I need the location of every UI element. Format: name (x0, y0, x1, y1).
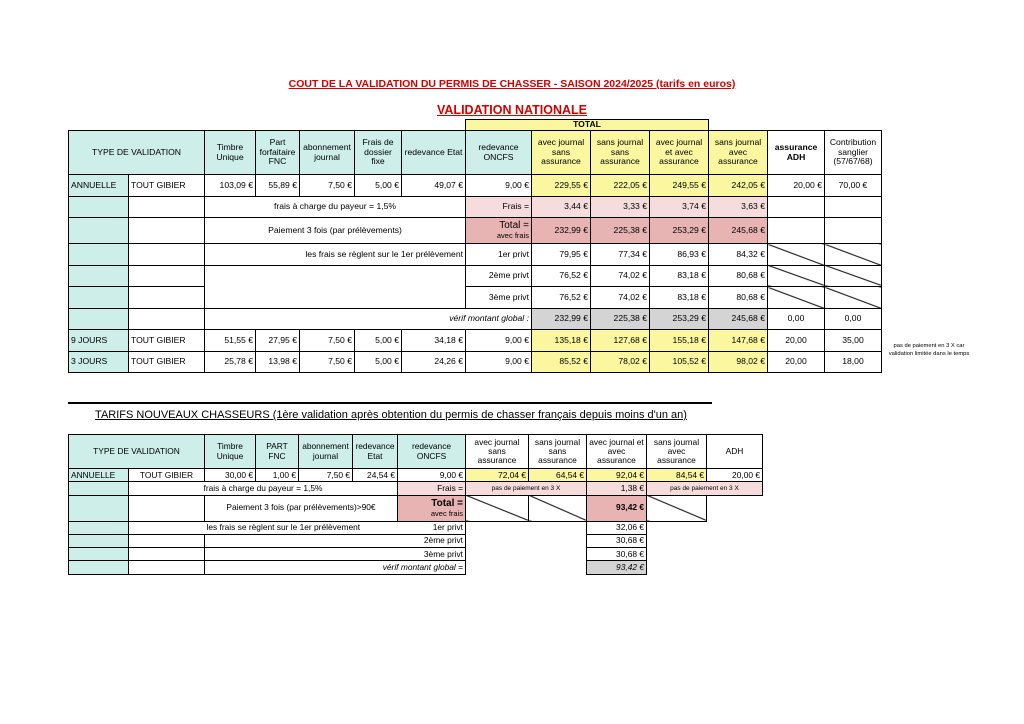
header-frais-dossier: Frais de dossier fixe (355, 131, 402, 175)
verif-value: 93,42 € (587, 561, 647, 574)
table-row-privt-2 (69, 534, 763, 547)
frais-label: Frais = (398, 482, 466, 495)
frais-value-3: 3,74 € (650, 196, 709, 218)
cell-part: 1,00 € (256, 469, 299, 482)
header-sans-sans: sans journal sans assurance (591, 131, 650, 175)
total-value-1: 232,99 € (532, 218, 591, 244)
cell-oncfs: 9,00 € (398, 469, 466, 482)
header-part-fnc: PART FNC (256, 435, 299, 469)
side-note: pas de paiement en 3 X car validation limitée dans le temps (888, 343, 970, 357)
table-row-annuelle (69, 469, 763, 482)
header-type-validation: TYPE DE VALIDATION (69, 435, 205, 469)
cell-total-1: 135,18 € (532, 330, 591, 352)
cell-total-2: 78,02 € (591, 351, 650, 373)
table-row-privt-3 (69, 287, 882, 309)
verif-value-3: 253,29 € (650, 308, 709, 330)
table-row-paiement (69, 495, 763, 521)
regles-note: les frais se règlent sur le 1er prélèvement 1er privt (205, 521, 466, 534)
privt-value: 30,68 € (587, 548, 647, 561)
cell-total-2: 64,54 € (529, 469, 587, 482)
row-type: ANNUELLE (69, 469, 129, 482)
row-subtype: TOUT GIBIER (129, 175, 205, 197)
verif-value-2: 225,38 € (591, 308, 650, 330)
verif-contrib: 0,00 (825, 308, 882, 330)
privt-value: 83,18 € (650, 287, 709, 309)
row-subtype: TOUT GIBIER (129, 351, 205, 373)
cell-total-1: 85,52 € (532, 351, 591, 373)
header-avec-sans: avec journal sans assurance (466, 435, 529, 469)
cell-oncfs: 9,00 € (466, 175, 532, 197)
row-type: 9 JOURS (69, 330, 129, 352)
cell-total-2: 127,68 € (591, 330, 650, 352)
row-subtype: TOUT GIBIER (129, 330, 205, 352)
cell-total-4: 147,68 € (709, 330, 768, 352)
cell-total-3: 92,04 € (587, 469, 647, 482)
privt-value: 83,18 € (650, 265, 709, 287)
total-value-4: 245,68 € (709, 218, 768, 244)
cell-timbre: 30,00 € (205, 469, 256, 482)
header-sans-sans: sans journal sans assurance (529, 435, 587, 469)
table-row-privt-3 (69, 548, 763, 561)
table-row-annuelle (69, 175, 882, 197)
header-avec-sans: avec journal sans assurance (532, 131, 591, 175)
cell-part: 55,89 € (256, 175, 300, 197)
privt-value: 74,02 € (591, 265, 650, 287)
frais-value: 1,38 € (587, 482, 647, 495)
cell-frais: 5,00 € (355, 351, 402, 373)
table-nouveaux-chasseurs (68, 434, 763, 575)
header-redevance-oncfs: redevance ONCFS (398, 435, 466, 469)
pas-paiement-note: pas de paiement en 3 X (647, 482, 763, 495)
cell-adh: 20,00 (768, 330, 825, 352)
privt-value: 30,68 € (587, 534, 647, 547)
verif-adh: 0,00 (768, 308, 825, 330)
verif-label: vérif montant global = (205, 561, 466, 574)
privt-value: 76,52 € (532, 287, 591, 309)
cell-timbre: 51,55 € (205, 330, 256, 352)
frais-charge-note: frais à charge du payeur = 1,5% (205, 196, 466, 218)
cell-abonnement: 7,50 € (300, 351, 355, 373)
paiement-note: Paiement 3 fois (par prélèvements) (205, 218, 466, 244)
total-value-3: 253,29 € (650, 218, 709, 244)
table-row-privt-1 (69, 521, 763, 534)
cell-total-2: 222,05 € (591, 175, 650, 197)
frais-value-2: 3,33 € (591, 196, 650, 218)
table-header-row (69, 131, 882, 175)
header-avec-avec: avec journal et avec assurance (587, 435, 647, 469)
cell-adh: 20,00 (768, 351, 825, 373)
cell-part: 27,95 € (256, 330, 300, 352)
total-value-2: 225,38 € (591, 218, 650, 244)
table-row-privt-1 (69, 244, 882, 266)
cell-adh: 20,00 € (768, 175, 825, 197)
table-header-row (69, 435, 763, 469)
header-contribution: Contribution sanglier (57/67/68) (825, 131, 882, 175)
cell-total-1: 229,55 € (532, 175, 591, 197)
verif-label: vérif montant global : (205, 308, 532, 330)
cell-adh: 20,00 € (707, 469, 763, 482)
row-type: ANNUELLE (69, 175, 129, 197)
table-validation-nationale (68, 119, 882, 373)
privt-label: 3ème privt (205, 548, 466, 561)
frais-value-4: 3,63 € (709, 196, 768, 218)
paiement-note: Paiement 3 fois (par prélèvements)>90€ (205, 495, 398, 521)
privt-label: 3ème privt (466, 287, 532, 309)
row-subtype: TOUT GIBIER (129, 469, 205, 482)
header-assurance-adh: assurance ADH (768, 131, 825, 175)
cell-etat: 34,18 € (402, 330, 466, 352)
regles-note: les frais se règlent sur le 1er prélèvement (205, 244, 466, 266)
cell-frais: 5,00 € (355, 330, 402, 352)
page-title: COUT DE LA VALIDATION DU PERMIS DE CHASSER - SAISON 2024/2025 (tarifs en euros) (288, 78, 736, 90)
privt-value: 86,93 € (650, 244, 709, 266)
section-title-nouveaux-chasseurs: TARIFS NOUVEAUX CHASSEURS (1ère validation après obtention du permis de chasser français depuis moins d'un an) (95, 409, 687, 421)
total-avec-frais-label: Total = avec frais (466, 218, 532, 244)
privt-label: 1er privt (466, 244, 532, 266)
privt-value: 80,68 € (709, 287, 768, 309)
cell-total-3: 105,52 € (650, 351, 709, 373)
header-sans-avec: sans journal avec assurance (709, 131, 768, 175)
cell-etat: 49,07 € (402, 175, 466, 197)
header-avec-avec: avec journal et avec assurance (650, 131, 709, 175)
cell-total-3: 249,55 € (650, 175, 709, 197)
header-redevance-oncfs: redevance ONCFS (466, 131, 532, 175)
privt-value: 76,52 € (532, 265, 591, 287)
cell-contrib: 18,00 (825, 351, 882, 373)
table-row-verif (69, 308, 882, 330)
cell-contrib: 35,00 (825, 330, 882, 352)
cell-total-4: 242,05 € (709, 175, 768, 197)
privt-value: 77,34 € (591, 244, 650, 266)
privt-label: 2ème privt (205, 534, 466, 547)
header-timbre: Timbre Unique (205, 435, 256, 469)
header-part-fnc: Part forfaitaire FNC (256, 131, 300, 175)
header-abonnement: abonnement journal (300, 131, 355, 175)
pas-paiement-note: pas de paiement en 3 X (466, 482, 587, 495)
privt-value: 84,32 € (709, 244, 768, 266)
table-row (69, 120, 882, 131)
privt-value: 80,68 € (709, 265, 768, 287)
section-title-nationale: VALIDATION NATIONALE (437, 103, 587, 117)
privt-label: 2ème privt (466, 265, 532, 287)
section-divider (68, 402, 712, 404)
table-row-frais (69, 482, 763, 495)
verif-value-4: 245,68 € (709, 308, 768, 330)
cell-part: 13,98 € (256, 351, 300, 373)
cell-timbre: 25,78 € (205, 351, 256, 373)
header-type-validation: TYPE DE VALIDATION (69, 131, 205, 175)
cell-total-4: 84,54 € (647, 469, 707, 482)
total-header: TOTAL (466, 120, 709, 131)
table-row-privt-2 (69, 265, 882, 287)
privt-value: 32,06 € (587, 521, 647, 534)
header-abonnement: abonnement journal (299, 435, 353, 469)
cell-timbre: 103,09 € (205, 175, 256, 197)
cell-oncfs: 9,00 € (466, 351, 532, 373)
header-redevance-etat: redevance Etat (402, 131, 466, 175)
cell-abonnement: 7,50 € (299, 469, 353, 482)
cell-abonnement: 7,50 € (300, 330, 355, 352)
header-sans-avec: sans journal avec assurance (647, 435, 707, 469)
frais-label: Frais = (466, 196, 532, 218)
verif-value-1: 232,99 € (532, 308, 591, 330)
cell-oncfs: 9,00 € (466, 330, 532, 352)
frais-value-1: 3,44 € (532, 196, 591, 218)
cell-etat: 24,54 € (353, 469, 398, 482)
frais-charge-note: frais à charge du payeur = 1,5% (129, 482, 398, 495)
header-adh: ADH (707, 435, 763, 469)
header-timbre: Timbre Unique (205, 131, 256, 175)
cell-etat: 24,26 € (402, 351, 466, 373)
header-redevance-etat: redevance Etat (353, 435, 398, 469)
cell-total-4: 98,02 € (709, 351, 768, 373)
cell-contrib: 70,00 € (825, 175, 882, 197)
total-value: 93,42 € (587, 495, 647, 521)
cell-frais: 5,00 € (355, 175, 402, 197)
table-row-verif (69, 561, 763, 574)
privt-value: 79,95 € (532, 244, 591, 266)
row-type: 3 JOURS (69, 351, 129, 373)
table-row-3-jours (69, 351, 882, 373)
table-row-frais (69, 196, 882, 218)
privt-value: 74,02 € (591, 287, 650, 309)
total-avec-frais-label: Total = avec frais (398, 495, 466, 521)
cell-total-1: 72,04 € (466, 469, 529, 482)
table-row-paiement (69, 218, 882, 244)
cell-abonnement: 7,50 € (300, 175, 355, 197)
cell-total-3: 155,18 € (650, 330, 709, 352)
table-row-9-jours (69, 330, 882, 352)
